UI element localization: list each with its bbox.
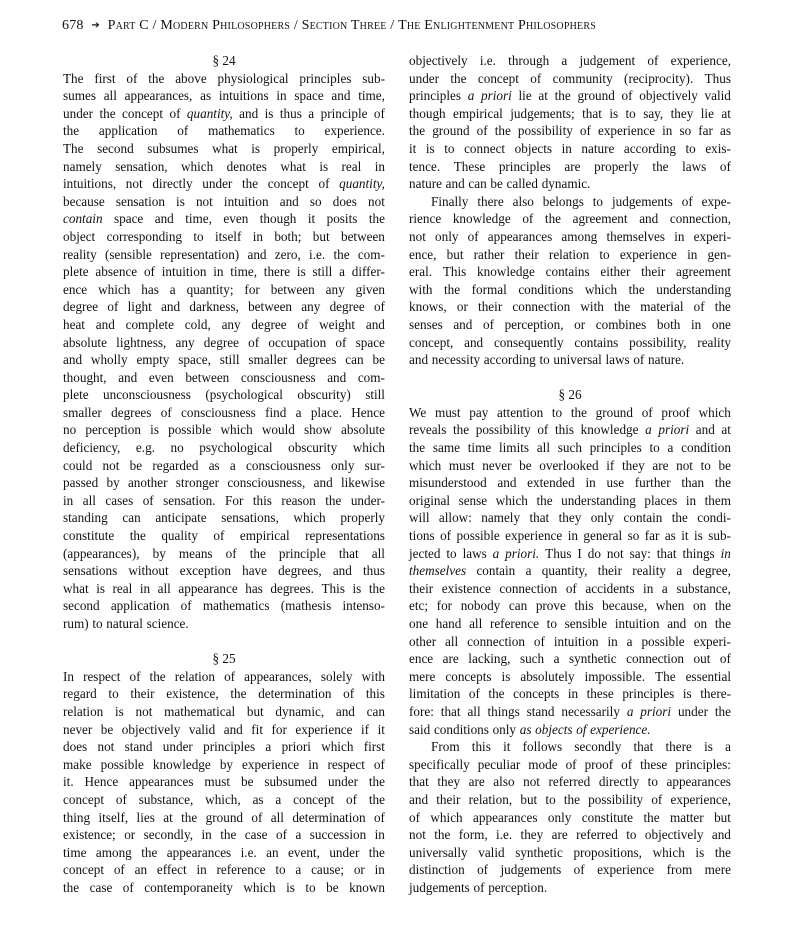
text-line: the case of contemporaneity which is to be known	[63, 879, 385, 895]
text-line: under the concept of community (reciprocity). Thus	[409, 70, 731, 86]
header-book: Modern Philosophers	[160, 18, 291, 33]
text-line: eral. This knowledge contains either their agreement	[409, 264, 731, 280]
header-chapter: The Enlightenment Philosophers	[398, 18, 596, 33]
text-line: The first of the above physiological principles sub-	[63, 70, 385, 86]
text-line: We must pay attention to the ground of proof which	[409, 404, 731, 420]
text-line: intuitions, not directly under the concept of quantity,	[63, 176, 385, 192]
text-line: concept, and consequently contains possibility, reality	[409, 334, 731, 350]
text-line: could not be regarded as a consciousness only sur-	[63, 457, 385, 473]
text-line: under the concept of quantity, and is thus a principle of	[63, 105, 385, 121]
text-line: what is real in all appearance has degrees. This is the	[63, 580, 385, 596]
header-separator: /	[390, 18, 395, 33]
text-line: plete unconsciousness (psychological obscurity) still	[63, 387, 385, 403]
text-line: senses and of perception, or combines both in one	[409, 316, 731, 332]
text-line: universally valid synthetic propositions, which is the	[409, 844, 731, 860]
text-line: etc; for nobody can prove this because, when on the	[409, 598, 731, 614]
text-line: object corresponding to itself in both; but between	[63, 228, 385, 244]
text-line: not the form, i.e. they are referred to objectively and	[409, 827, 731, 843]
text-line: sensations without exception have degrees, and thus	[63, 563, 385, 579]
text-line: though empirical judgements; that is to say, they lie at	[409, 105, 731, 121]
text-line: concept of substance, which, as a concept of the	[63, 791, 385, 807]
text-line: degree of light and darkness, between any degree of	[63, 299, 385, 315]
text-line: second application of mathematics (mathesis intenso-	[63, 598, 385, 614]
text-line: From this it follows secondly that there is a	[431, 739, 731, 755]
text-line: deficiency, e.g. no psychological obscurity which	[63, 440, 385, 456]
text-line: one hand all reference to sensible intuition and on the	[409, 616, 731, 631]
text-line: smaller degrees of consciousness find a place. Hence	[63, 404, 385, 420]
text-line: namely sensation, which denotes what is real in	[63, 158, 385, 174]
section-gap	[63, 633, 385, 651]
text-line: never be objectively valid and fit for experience if it	[63, 721, 385, 737]
text-line: passed by another stronger consciousness, and likewise	[63, 475, 385, 491]
text-line: ence are lacking, such a synthetic connection out of	[409, 651, 731, 667]
text-line: fore: that all things stand necessarily a priori under the	[409, 703, 731, 719]
text-line: constitute the quality of empirical representations	[63, 528, 385, 544]
text-line: no perception is possible which would show absolute	[63, 422, 385, 438]
text-line: ence, but rather their relation to experience in gen-	[409, 246, 731, 262]
text-line: the same time limits all such principles to a condition	[409, 440, 731, 456]
text-line: In respect of the relation of appearances, solely with	[63, 668, 385, 684]
text-line: tions of possible experience in general so far as it is sub-	[409, 528, 731, 544]
text-line: judgements of perception.	[409, 879, 548, 895]
section-heading: § 26	[558, 387, 582, 403]
section-heading: § 25	[212, 651, 236, 667]
text-line: will allow: namely that they only contain the condi-	[409, 510, 731, 526]
text-line: relation is not mathematical but dynamic, and can	[63, 703, 385, 719]
text-line: and their relation, but to the possibility of experience,	[409, 791, 731, 807]
text-line: in all cases of sensation. For this reason the under-	[63, 492, 385, 508]
arrow-icon: ➔	[91, 20, 100, 31]
right-column	[409, 52, 731, 897]
text-line: tence. These principles are properly the laws of	[409, 158, 731, 174]
text-line: does not stand under principles a priori which first	[63, 739, 385, 755]
text-line: mere concepts is absolutely impossible. The essential	[409, 668, 731, 684]
text-line: not only of appearances among themselves in experi-	[409, 228, 731, 244]
text-line: Finally there also belongs to judgements of expe-	[431, 193, 731, 209]
text-line: knows, or their connection with the material of the	[409, 299, 731, 315]
running-header	[62, 18, 762, 38]
text-line: regard to their existence, the determination of this	[63, 686, 385, 702]
text-line: and wholly empty space, still smaller degrees can be	[63, 352, 385, 368]
text-line: nature and can be called dynamic.	[409, 176, 591, 192]
text-line: (appearances), by means of the principle that all	[63, 545, 385, 561]
text-line: limitation of the concepts in these principles is there-	[409, 686, 731, 702]
text-line: rum) to natural science.	[63, 616, 189, 631]
text-line: principles a priori lie at the ground of objectively valid	[409, 88, 731, 104]
text-line: the application of mathematics to experience.	[63, 123, 385, 139]
text-line: heat and complete cold, any degree of weight and	[63, 316, 385, 332]
text-line: said conditions only as objects of experience.	[409, 721, 651, 737]
text-line: concept of an effect in reference to a cause; or in	[63, 862, 385, 878]
header-part: Part C	[107, 18, 149, 33]
text-line: of which appearances only constitute the matter but	[409, 809, 731, 825]
text-line: time among the appearances i.e. an event, under the	[63, 844, 385, 860]
text-line: ence which has a quantity; for between any given	[63, 281, 385, 297]
header-section: Section Three	[301, 18, 387, 33]
text-line: misunderstood and extended in use further than the	[409, 475, 731, 491]
text-line: distinction of judgements of experience from mere	[409, 862, 731, 878]
text-line: The second subsumes what is properly empirical,	[63, 140, 385, 156]
text-line: which must never be overlooked if they are not to be	[409, 457, 731, 473]
text-line: their existence connection of accidents in a substance,	[409, 580, 731, 596]
text-line: that they are also not referred directly to appearances	[409, 774, 731, 790]
text-line: jected to laws a priori. Thus I do not say: that things in	[409, 545, 731, 561]
text-line: specifically peculiar mode of proof of these principles:	[409, 756, 731, 772]
text-line: objectively i.e. through a judgement of experience,	[409, 53, 731, 68]
text-line: with the formal conditions which the understanding	[409, 281, 731, 297]
text-line: it is to connect objects in nature according to exis-	[409, 140, 731, 156]
section-heading: § 24	[212, 53, 236, 68]
text-line: because sensation is not intuition and so does not	[63, 193, 385, 209]
text-line: thing itself, lies at the ground of all determination of	[63, 809, 385, 825]
text-line: thought, and even between consciousness and com-	[63, 369, 385, 385]
text-line: existence; or secondly, in the case of a succession in	[63, 827, 385, 843]
text-line: it. Hence appearances must be subsumed under the	[63, 774, 385, 790]
section-gap	[409, 369, 731, 387]
text-line: absolute lightness, any degree of occupation of space	[63, 334, 385, 350]
text-line: themselves contain a quantity, their reality a degree,	[409, 563, 731, 579]
text-line: other all connection of intuition in a possible experi-	[409, 633, 731, 649]
text-line: reality (sensible representation) and zero, i.e. the com-	[63, 246, 385, 262]
text-line: original sense which the understanding places in them	[409, 492, 731, 508]
text-line: contain space and time, even though it posits the	[63, 211, 385, 227]
text-line: reveals the possibility of this knowledge a priori and at	[409, 422, 731, 438]
header-separator: /	[293, 18, 298, 33]
text-line: standing can anticipate sensations, which properly	[63, 510, 385, 526]
text-line: the ground of the possibility of experience in so far as	[409, 123, 731, 139]
text-line: and necessity according to universal laws of nature.	[409, 352, 685, 368]
header-separator: /	[152, 18, 157, 33]
page-number: 678	[62, 18, 84, 33]
left-column	[63, 52, 385, 897]
text-line: sumes all appearances, as intuitions in space and time,	[63, 88, 385, 104]
text-line: make possible knowledge by experience in respect of	[63, 756, 385, 772]
text-line: rience knowledge of the agreement and connection,	[409, 211, 731, 227]
text-line: plete absence of intuition in time, there is still a differ-	[63, 264, 385, 280]
